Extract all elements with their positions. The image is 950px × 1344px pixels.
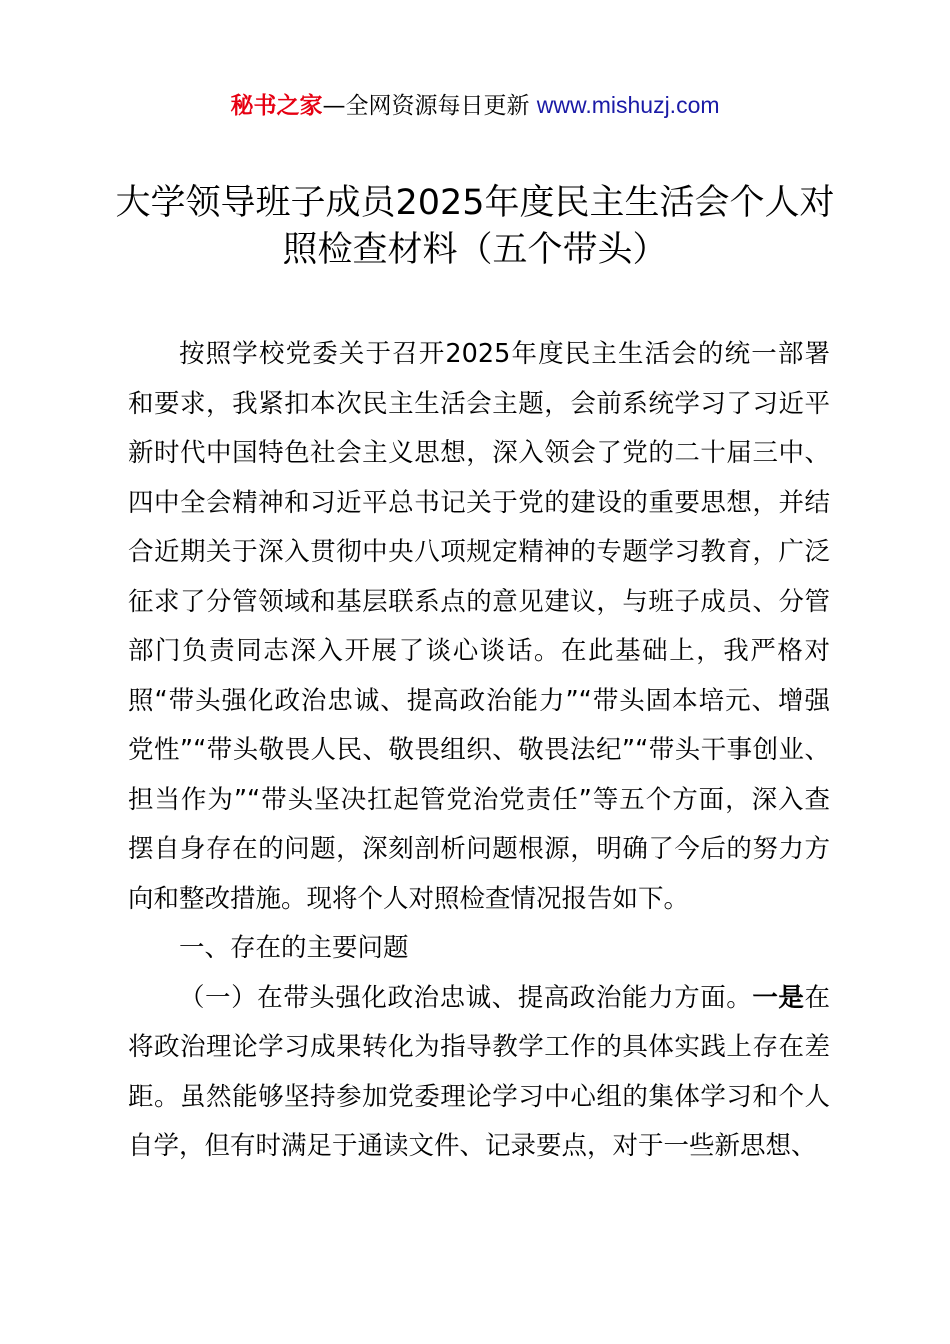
- site-brand: 秘书之家: [230, 93, 323, 119]
- intro-paragraph: 按照学校党委关于召开2025年度民主生活会的统一部署和要求，我紧扣本次民主生活会主题，会前系统学习了习近平新时代中国特色社会主义思想，深入领会了党的二十届三中、四中全会精神和习近平总书记关于党的建设的重要思想，并结合近期关于深入贯彻中央八项规定精神的专题学习教育，广泛征求了分管领域和基层联系点的意见建议，与班子成员、分管部门负责同志深入开展了谈心谈话。在此基础上，我严格对照“带头强化政治忠诚、提高政治能力”“带头固本培元、增强党性”“带头敬畏人民、敬畏组织、敬畏法纪”“带头干事创业、担当作为”“带头坚决扛起管党治党责任”等五个方面，深入查摆自身存在的问题，深刻剖析问题根源，明确了今后的努力方向和整改措施。现将个人对照检查情况报告如下。: [128, 339, 830, 914]
- document-body: [128, 330, 830, 1172]
- item-1-paragraph: [128, 974, 830, 1172]
- site-url-link[interactable]: www.mishuzj.com: [536, 92, 720, 118]
- site-slogan: —全网资源每日更新: [322, 93, 537, 119]
- item-1-lead: 一是: [752, 982, 805, 1013]
- document-title: 大学领导班子成员2025年度民主生活会个人对照检查材料（五个带头）: [115, 183, 835, 270]
- section-heading-1: 一、存在的主要问题: [179, 933, 409, 963]
- item-1-heading: （一）在带头强化政治忠诚、提高政治能力方面。: [179, 982, 753, 1013]
- item-1-text: 在将政治理论学习成果转化为指导教学工作的具体实践上存在差距。虽然能够坚持参加党委理论学习中心组的集体学习和个人自学，但有时满足于通读文件、记录要点，对于一些新思想、: [128, 982, 830, 1161]
- site-header: [0, 88, 950, 123]
